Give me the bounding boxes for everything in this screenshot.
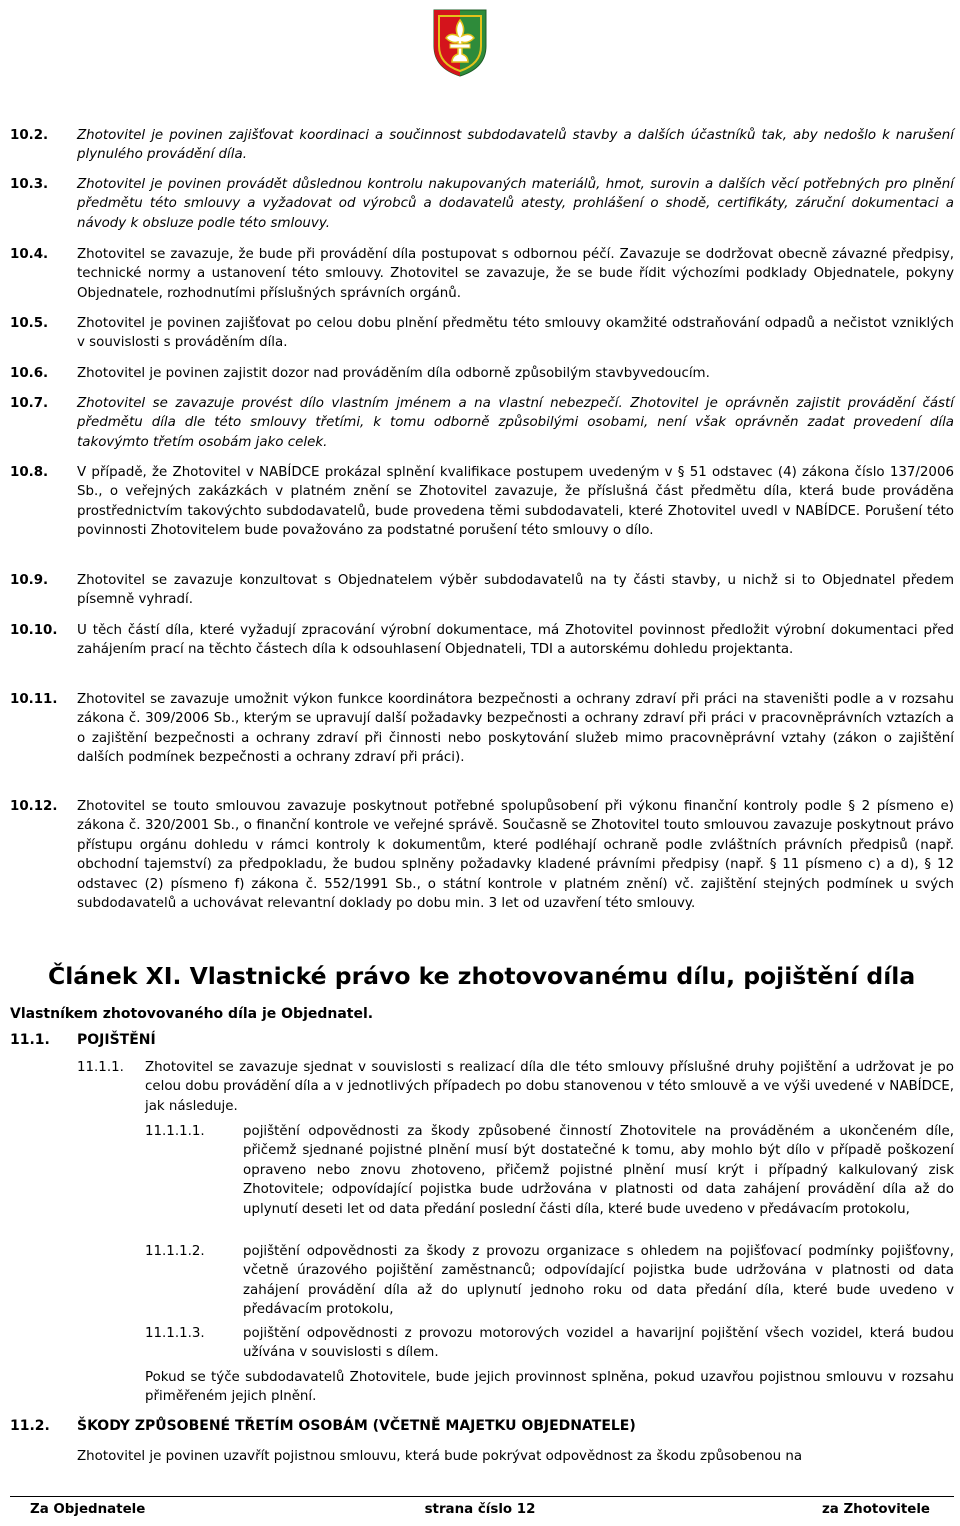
- item-text: pojištění odpovědnosti za škody z provozu organizace s ohledem na pojišťovací podmínky pojišťovny, včetně úrazového pojištění zaměstnanců; odpovídající pojistka bude udržována v platnosti od data zahájení provádění díla až do uplynutí jednoho roku od data předání díla, které bude uvedeno v předávacím protokolu,: [243, 1244, 954, 1318]
- paragraph-number: 10.10.: [10, 623, 58, 638]
- paragraph-number: 10.6.: [10, 366, 49, 381]
- paragraph-10-6: [10, 364, 954, 383]
- paragraph-10-10: [10, 621, 954, 660]
- paragraph-text: Zhotovitel se touto smlouvou zavazuje poskytnout potřebné spolupůsobení při výkonu finanční kontroly podle § 2 písmeno e) zákona č. 320/2001 Sb., o finanční kontrole ve veřejné správě. Současně se Zhotovitel touto smlouvou zavazuje poskytnout právo přístupu orgánu dohledu v rámci kontroly k dokumentům, které podléhají ochraně podle zvláštních právních předpisů (např. obchodní tajemství) za předpokladu, že budou splněny požadavky kladené právními předpisy (např. § 11 písmeno c) a d), § 12 odstavec (2) písmeno f) zákona č. 552/1991 Sb., o státní kontrole v platném znění) vč. zajištění stejných podmínek u svých subdodavatelů a uchovávat relevantní doklady po dobu min. 3 let od uzavření této smlouvy.: [77, 799, 954, 912]
- section-title: ŠKODY ZPŮSOBENÉ TŘETÍM OSOBÁM (VČETNĚ MAJETKU OBJEDNATELE): [77, 1418, 636, 1434]
- paragraph-text: Zhotovitel je povinen provádět důslednou kontrolu nakupovaných materiálů, hmot, surovin a dalších věcí potřebných pro plnění předmětu této smlouvy a vyžadovat od výrobců a dodavatelů atesty, prohlášení o shodě, certifikáty, záruční dokumentaci a návody k obsluze podle této smlouvy.: [77, 177, 954, 231]
- paragraph-number: 10.3.: [10, 177, 49, 192]
- paragraph-text: Zhotovitel je povinen zajišťovat koordinaci a součinnost subdodavatelů stavby a dalších účastníků tak, aby nedošlo k narušení plynulého provádění díla.: [77, 128, 954, 163]
- paragraph-number: 10.8.: [10, 465, 49, 480]
- subparagraph-text: Zhotovitel se zavazuje sjednat v souvislosti s realizací díla dle této smlouvy příslušné druhy pojištění a udržovat je po celou dobu provádění díla a v jednotlivých případech po dobu stanovenou v této smlouvě a ve výši uvedené v NABÍDCE, jak následuje.: [145, 1060, 954, 1114]
- footer-divider: [10, 1496, 954, 1497]
- subcontractor-note: Pokud se týče subdodavatelů Zhotovitele, bude jejich provinnost splněna, pokud uzavřou pojistnou smlouvu v rozsahu přiměřeném jejich plnění.: [145, 1370, 954, 1405]
- item-11-1-1-3: [145, 1324, 954, 1363]
- paragraph-10-7: [10, 394, 954, 452]
- footer-page-number: strana číslo 12: [424, 1502, 536, 1517]
- paragraph-text: Zhotovitel se zavazuje provést dílo vlastním jménem a na vlastní nebezpečí. Zhotovitel je oprávněn zajistit provádění částí předmětu díla dle této smlouvy třetími, k tomu odborně způsobilými osobami, není však oprávněn zadat provedení díla takovýmto třetím osobám jako celek.: [77, 396, 954, 450]
- subparagraph-11-1-1: [77, 1058, 954, 1116]
- municipal-crest-logo: [430, 6, 490, 78]
- paragraph-number: 10.7.: [10, 396, 49, 411]
- item-11-1-1-2: [145, 1242, 954, 1320]
- paragraph-text: U těch částí díla, které vyžadují zpracování výrobní dokumentace, má Zhotovitel povinnost předložit výrobní dokumentaci před zahájením prací na těchto částech díla k odsouhlasení Objednateli, TDI a autorskému dohledu projektanta.: [77, 623, 954, 658]
- section-heading-11-1: [10, 1032, 156, 1048]
- item-number: 11.1.1.2.: [145, 1244, 205, 1259]
- section-number: 11.1.: [10, 1032, 50, 1048]
- paragraph-10-8: [10, 463, 954, 541]
- footer-left: Za Objednatele: [30, 1502, 146, 1517]
- ownership-statement: Vlastníkem zhotovovaného díla je Objednatel.: [10, 1006, 374, 1022]
- paragraph-10-3: [10, 175, 954, 233]
- paragraph-10-11: [10, 690, 954, 768]
- subparagraph-number: 11.1.1.: [77, 1060, 124, 1075]
- paragraph-10-9: [10, 571, 954, 610]
- paragraph-text: Zhotovitel se zavazuje, že bude při provádění díla postupovat s odbornou péčí. Zavazuje se dodržovat obecně závazné předpisy, technické normy a ustanovení této smlouvy. Zhotovitel se zavazuje, že se bude řídit výchozími podklady Objednatele, pokyny Objednatele, rozhodnutími příslušných správních orgánů.: [77, 247, 954, 301]
- item-text: pojištění odpovědnosti z provozu motorových vozidel a havarijní pojištění všech vozidel, která budou užívána v souvislosti s dílem.: [243, 1326, 954, 1361]
- item-number: 11.1.1.3.: [145, 1326, 205, 1341]
- section-heading-11-2: [10, 1418, 636, 1434]
- paragraph-10-5: [10, 314, 954, 353]
- paragraph-text: Zhotovitel je povinen zajišťovat po celou dobu plnění předmětu této smlouvy okamžité odstraňování odpadů a nečistot vzniklých v souvislosti s prováděním díla.: [77, 316, 954, 351]
- section-number: 11.2.: [10, 1418, 50, 1434]
- paragraph-number: 10.12.: [10, 799, 58, 814]
- paragraph-text: V případě, že Zhotovitel v NABÍDCE prokázal splnění kvalifikace postupem uvedeným v § 51 odstavec (4) zákona číslo 137/2006 Sb., o veřejných zakázkách v platném znění se Zhotovitel zavazuje, že příslušná část předmětu díla, která bude prováděna prostřednictvím takovýchto subdodavatelů, bude provedena těmi subdodavateli, které Zhotovitel uvedl v NABÍDCE. Porušení této povinnosti Zhotovitelem bude považováno za podstatné porušení této smlouvy o dílo.: [77, 465, 954, 539]
- section-title: POJIŠTĚNÍ: [77, 1032, 156, 1048]
- article-heading: Článek XI. Vlastnické právo ke zhotovovanému dílu, pojištění díla: [48, 962, 916, 990]
- paragraph-10-4: [10, 245, 954, 303]
- paragraph-text: Zhotovitel je povinen zajistit dozor nad prováděním díla odborně způsobilým stavbyvedoucím.: [77, 366, 710, 381]
- paragraph-number: 10.9.: [10, 573, 49, 588]
- paragraph-10-2: [10, 126, 954, 165]
- paragraph-number: 10.11.: [10, 692, 58, 707]
- paragraph-text: Zhotovitel se zavazuje konzultovat s Objednatelem výběr subdodavatelů na ty části stavby, u nichž si to Objednatel předem písemně vyhradí.: [77, 573, 954, 608]
- paragraph-number: 10.2.: [10, 128, 49, 143]
- item-number: 11.1.1.1.: [145, 1124, 205, 1139]
- paragraph-number: 10.4.: [10, 247, 49, 262]
- item-text: pojištění odpovědnosti za škody způsobené činností Zhotovitele na prováděném a ukončeném díle, přičemž sjednané pojistné plnění musí být dostatečné k tomu, aby mohlo být dílo v případě poškození opraveno nebo znovu zhotoveno, přičemž pojistné plnění musí krýt i případný kalkulovaný zisk Zhotovitele; odpovídající pojistka bude udržována v platnosti od data zahájení provádění díla až do uplynutí deseti let od data předání poslední části díla, které bude uvedeno v předávacím protokolu,: [243, 1124, 954, 1217]
- paragraph-10-12: [10, 797, 954, 913]
- section-11-2-text: Zhotovitel je povinen uzavřít pojistnou smlouvu, která bude pokrývat odpovědnost za škodu způsobenou na: [77, 1449, 803, 1464]
- footer-right: za Zhotovitele: [821, 1502, 930, 1517]
- paragraph-number: 10.5.: [10, 316, 49, 331]
- item-11-1-1-1: [145, 1122, 954, 1219]
- paragraph-text: Zhotovitel se zavazuje umožnit výkon funkce koordinátora bezpečnosti a ochrany zdraví při práci na staveništi podle a v rozsahu zákona č. 309/2006 Sb., kterým se upravují další požadavky bezpečnosti a ochrany zdraví při práci v pracovněprávních vztazích a o zajištění bezpečnosti a ochrany zdraví při činnosti nebo poskytování služeb mimo pracovněprávní vztahy (zákon o zajištění dalších podmínek bezpečnosti a ochrany zdraví při práci).: [77, 692, 954, 766]
